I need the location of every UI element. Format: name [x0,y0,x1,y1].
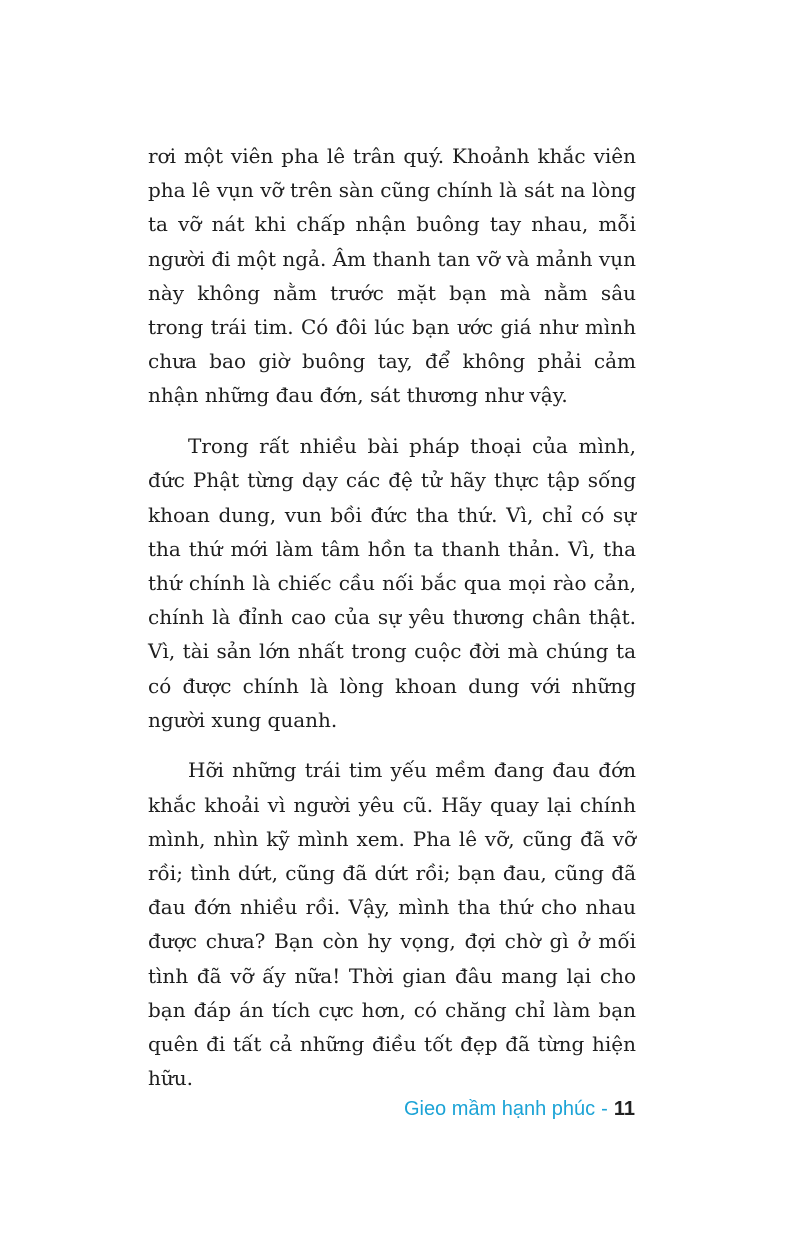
page-footer [404,1094,635,1124]
paragraph: rơi một viên pha lê trân quý. Khoảnh khắc viên pha lê vụn vỡ trên sàn cũng chính là sát na lòng ta vỡ nát khi chấp nhận buông tay nhau, mỗi người đi một ngả. Âm thanh tan vỡ và mảnh vụn này không nằm trước mặt bạn mà nằm sâu trong trái tim. Có đôi lúc bạn ước giá như mình chưa bao giờ buông tay, để không phải cảm nhận những đau đớn, sát thương như vậy. [148,144,636,408]
page-number: 11 [613,1098,635,1120]
footer-separator: - [601,1098,608,1120]
paragraph: Trong rất nhiều bài pháp thoại của mình, đức Phật từng dạy các đệ tử hãy thực tập sống khoan dung, vun bồi đức tha thứ. Vì, chỉ có sự tha thứ mới làm tâm hồn ta thanh thản. Vì, tha thứ chính là chiếc cầu nối bắc qua mọi rào cản, chính là đỉnh cao của sự yêu thương chân thật. Vì, tài sản lớn nhất trong cuộc đời mà chúng ta có được chính là lòng khoan dung với những người xung quanh. [148,434,636,732]
body-text [148,139,636,1112]
paragraph: Hỡi những trái tim yếu mềm đang đau đớn khắc khoải vì người yêu cũ. Hãy quay lại chính mình, nhìn kỹ mình xem. Pha lê vỡ, cũng đã vỡ rồi; tình dứt, cũng đã dứt rồi; bạn đau, cũng đã đau đớn nhiều rồi. Vậy, mình tha thứ cho nhau được chưa? Bạn còn hy vọng, đợi chờ gì ở mối tình đã vỡ ấy nữa! Thời gian đâu mang lại cho bạn đáp án tích cực hơn, có chăng chỉ làm bạn quên đi tất cả những điều tốt đẹp đã từng hiện hữu. [148,758,636,1091]
running-title: Gieo mầm hạnh phúc [403,1098,596,1120]
